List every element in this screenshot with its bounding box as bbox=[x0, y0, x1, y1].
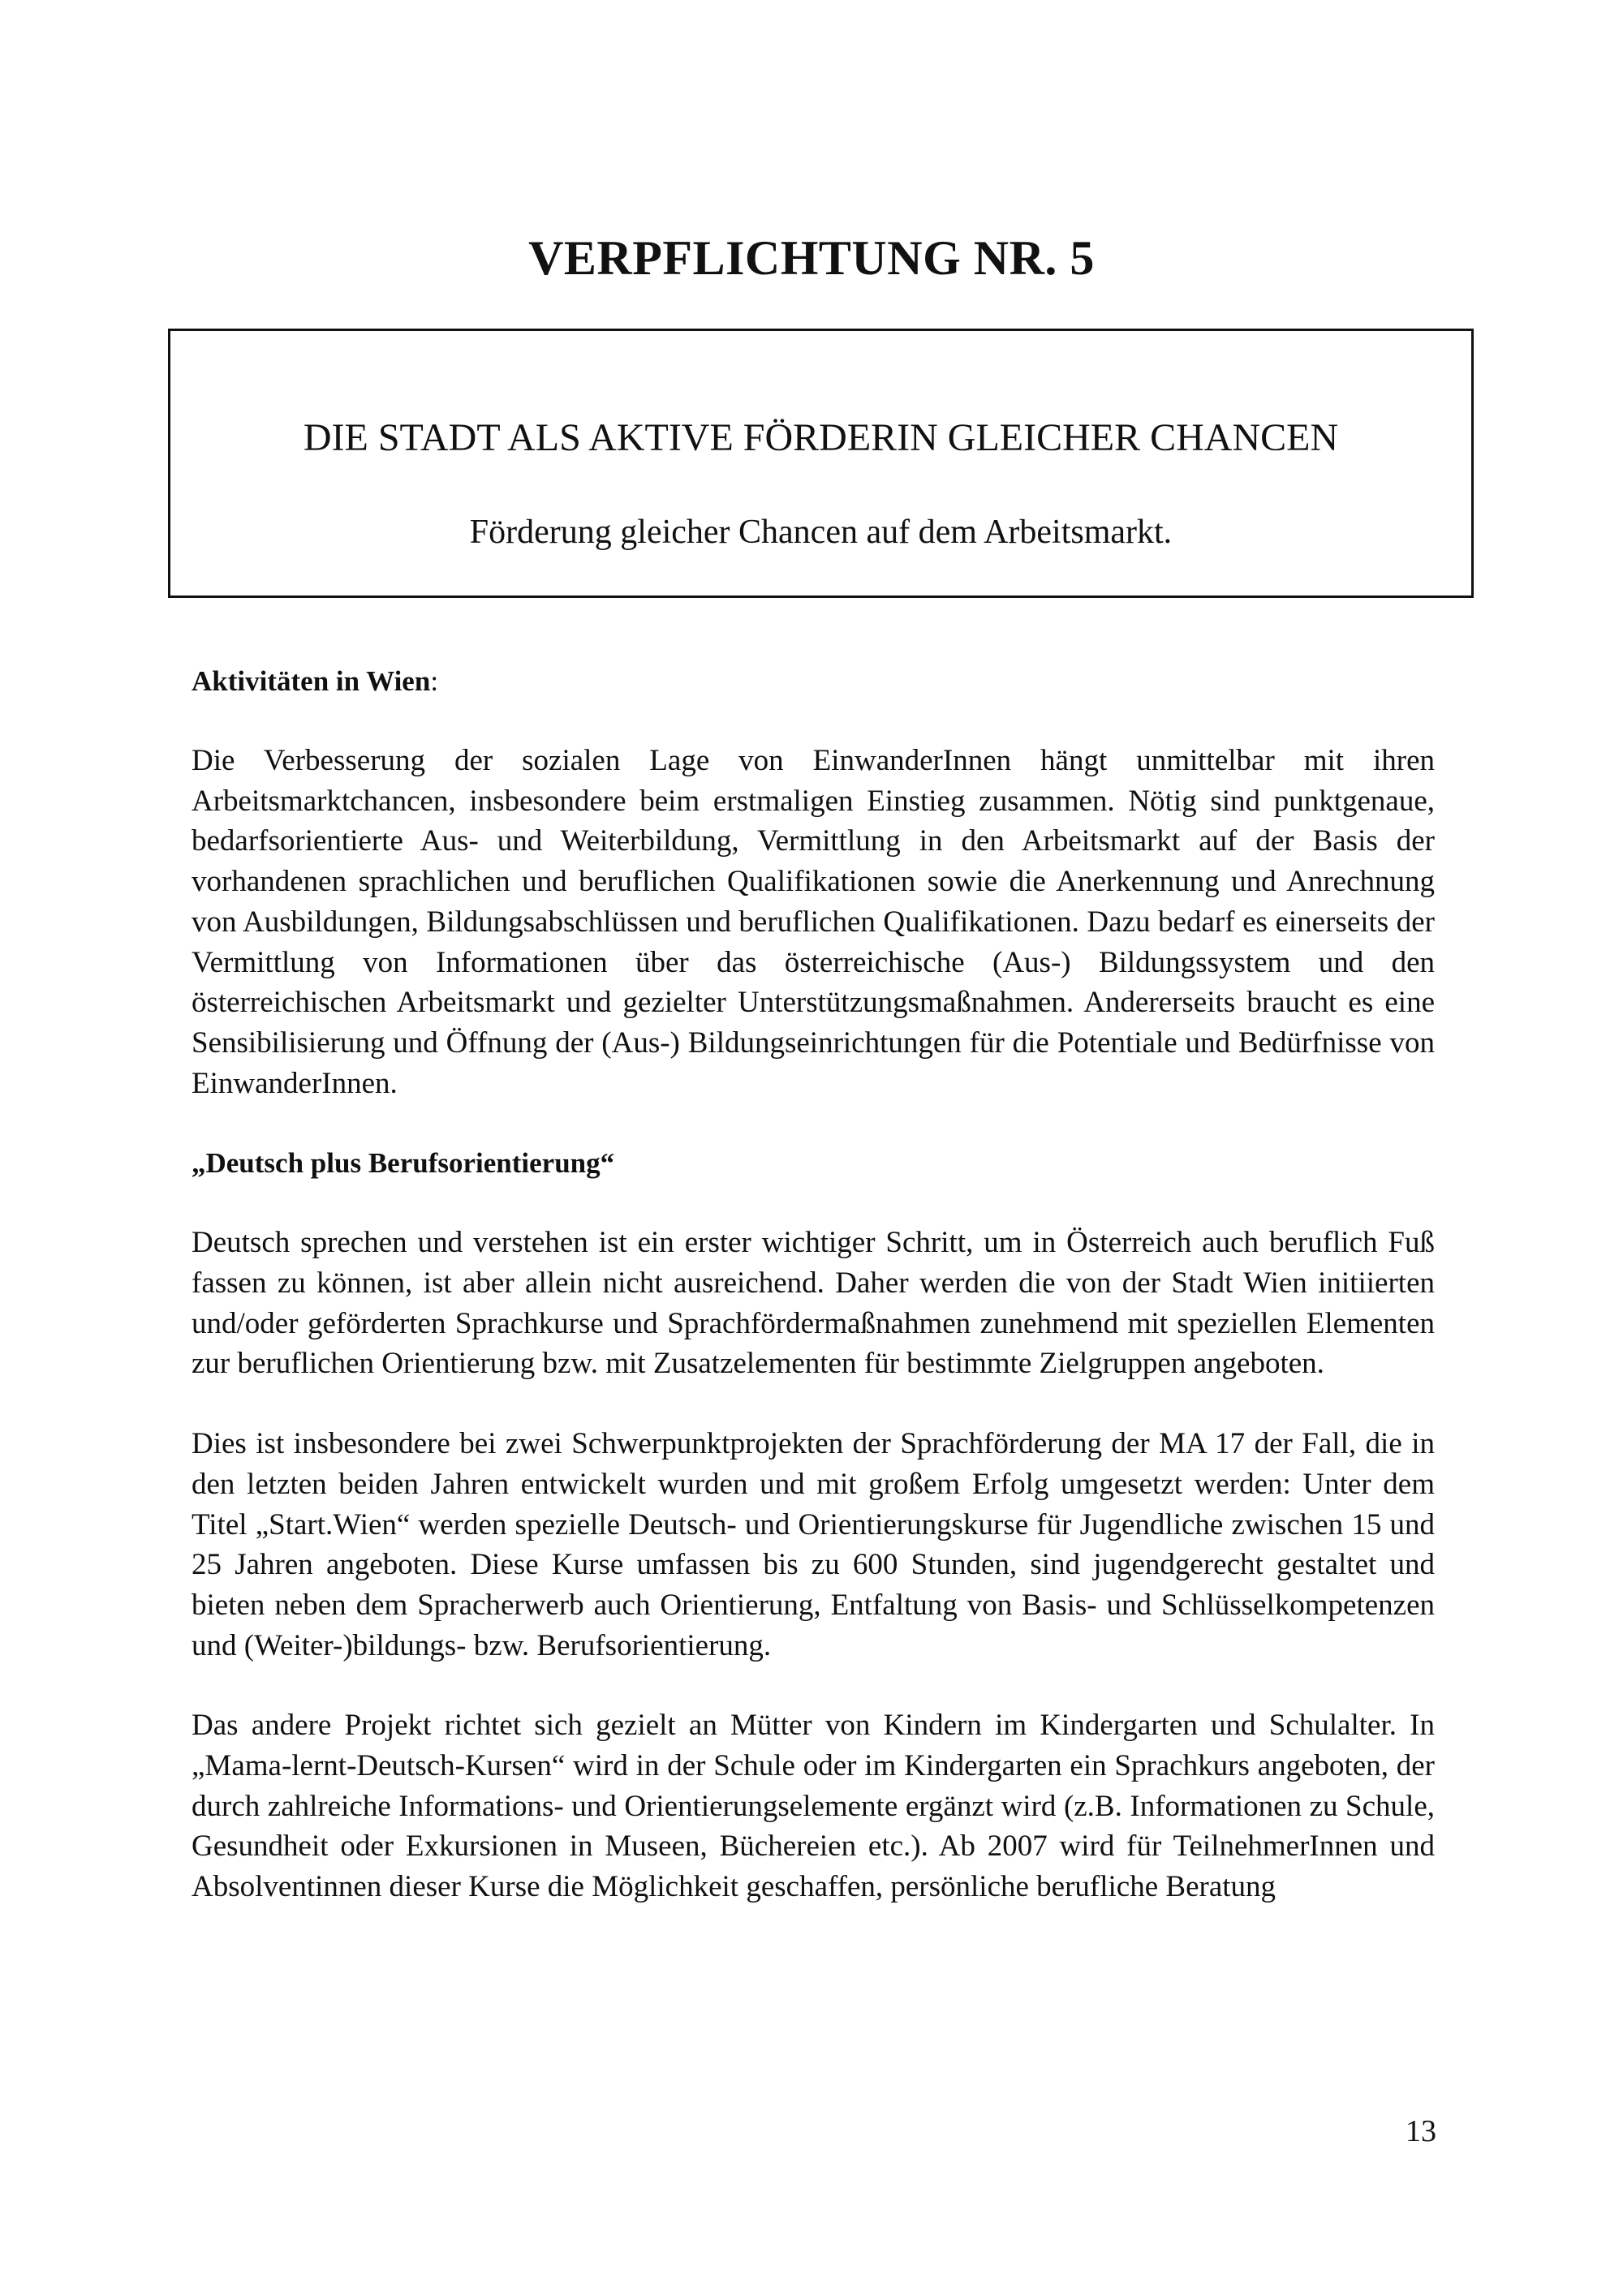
body-content bbox=[192, 661, 1435, 1947]
subsection-paragraph-2: Dies ist insbesondere bei zwei Schwerpunktprojekten der Sprachförderung der MA 17 der Fall, die in den letzten beiden Jahren entwickelt wurden und mit großem Erfolg umgesetzt werden: Unter dem Titel „Start.Wien“ werden spezielle Deutsch- und Orientierungskurse für Jugendliche zwischen 15 und 25 Jahren angeboten. Diese Kurse umfassen bis zu 600 Stunden, sind jugendgerecht gestaltet und bieten neben dem Spracherwerb auch Orientierung, Entfaltung von Basis- und Schlüsselkompetenzen und (Weiter-)bildungs- bzw. Berufsorientierung. bbox=[192, 1427, 1435, 1662]
subsection-paragraph-3: Das andere Projekt richtet sich gezielt an Mütter von Kindern im Kindergarten und Schulalter. In „Mama-lernt-Deutsch-Kursen“ wird in der Schule oder im Kindergarten ein Sprachkurs angeboten, der durch zahlreiche Informations- und Orientierungselemente ergänzt wird (z.B. Informationen zu Schule, Gesundheit oder Exkursionen in Museen, Büchereien etc.). Ab 2007 wird für TeilnehmerInnen und Absolventinnen dieser Kurse die Möglichkeit geschaffen, persönliche berufliche Beratung bbox=[192, 1709, 1435, 1904]
section-paragraph: Die Verbesserung der sozialen Lage von EinwanderInnen hängt unmittelbar mit ihren Arbeitsmarktchancen, insbesondere beim erstmaligen Einstieg zusammen. Nötig sind punktgenaue, bedarfsorientierte Aus- und Weiterbildung, Vermittlung in den Arbeitsmarkt auf der Basis der vorhandenen sprachlichen und beruflichen Qualifikationen sowie die Anerkennung und Anrechnung von Ausbildungen, Bildungsabschlüssen und beruflichen Qualifikationen. Dazu bedarf es einerseits der Vermittlung von Informationen über das österreichische (Aus-) Bildungssystem und den österreichischen Arbeitsmarkt und gezielter Unterstützungsmaßnahmen. Andererseits braucht es eine Sensibilisierung und Öffnung der (Aus-) Bildungseinrichtungen für die Potentiale und Bedürfnisse von EinwanderInnen. bbox=[192, 744, 1435, 1100]
page-number: 13 bbox=[1406, 2114, 1436, 2148]
section-heading bbox=[192, 661, 1435, 702]
box-subheading: Förderung gleicher Chancen auf dem Arbeitsmarkt. bbox=[469, 514, 1173, 551]
subsection-heading: „Deutsch plus Berufsorientierung“ bbox=[192, 1147, 615, 1180]
section-heading-text: Aktivitäten in Wien bbox=[192, 665, 431, 697]
box-heading: DIE STADT ALS AKTIVE FÖRDERIN GLEICHER CHANCEN bbox=[303, 416, 1339, 459]
page-title: VERPFLICHTUNG NR. 5 bbox=[528, 231, 1095, 285]
subsection-paragraph-1: Deutsch sprechen und verstehen ist ein erster wichtiger Schritt, um in Österreich auch beruflich Fuß fassen zu können, ist aber allein nicht ausreichend. Daher werden die von der Stadt Wien initiierten und/oder geförderten Sprachkurse und Sprachfördermaßnahmen zunehmend mit speziellen Elementen zur beruflichen Orientierung bzw. mit Zusatzelementen für bestimmte Zielgruppen angeboten. bbox=[192, 1226, 1435, 1381]
section-heading-colon: : bbox=[430, 665, 439, 697]
commitment-box bbox=[168, 329, 1474, 598]
